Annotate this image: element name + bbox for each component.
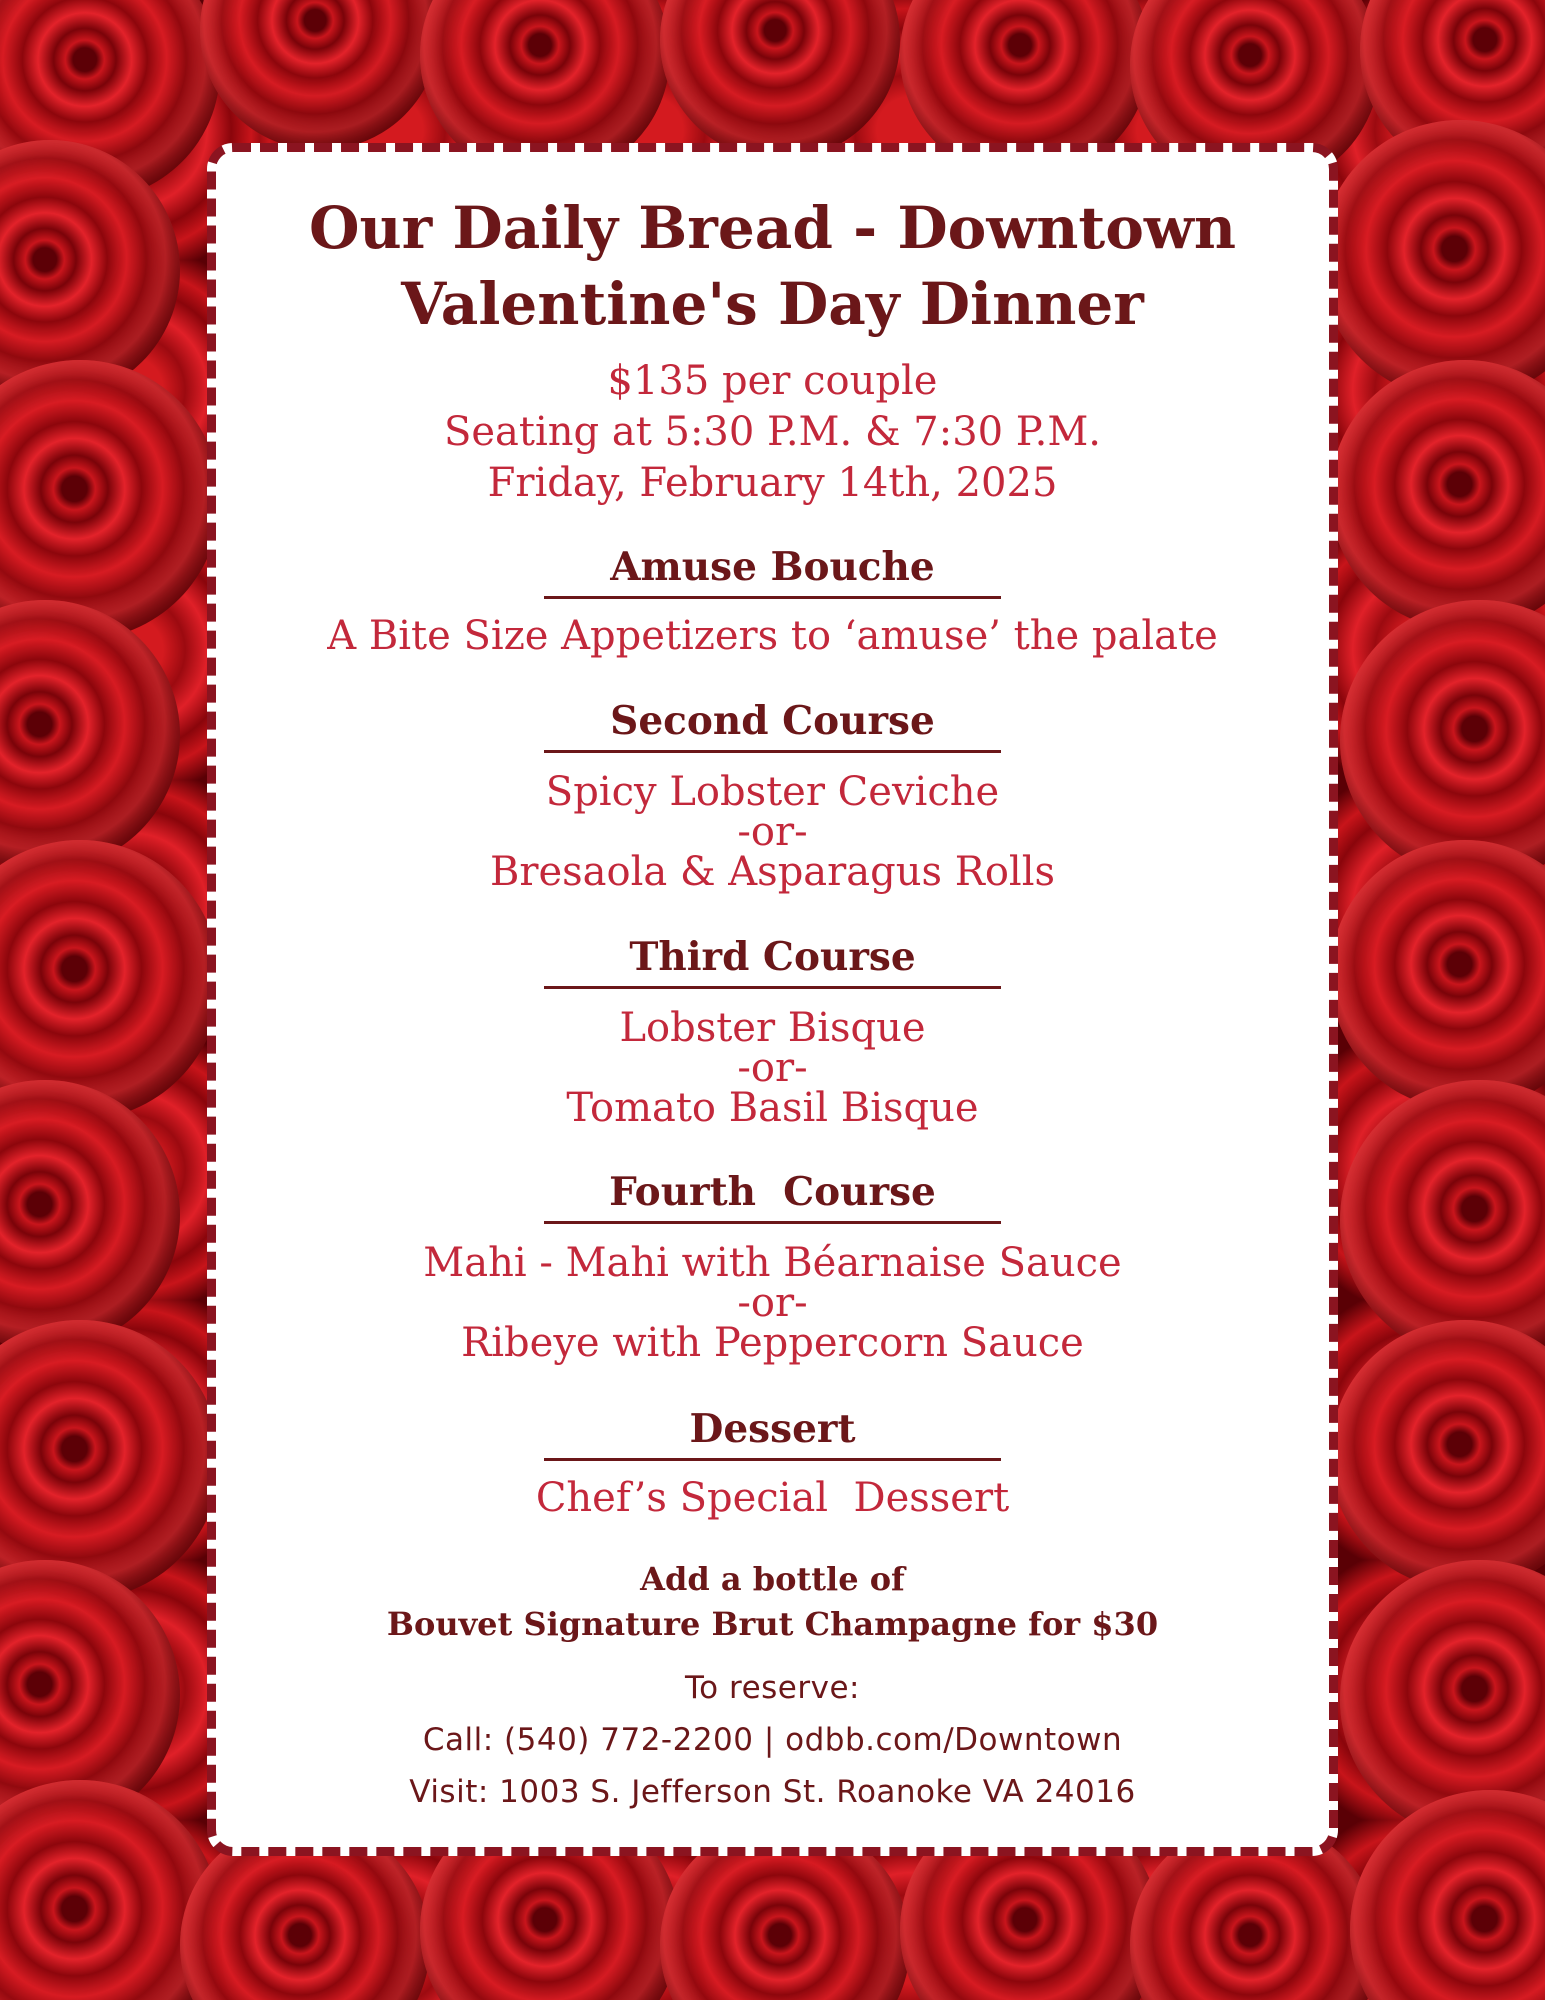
rose-decoration bbox=[1340, 1080, 1545, 1360]
seating-text: Seating at 5:30 P.M. & 7:30 P.M. bbox=[443, 409, 1101, 455]
addon-line2: Bouvet Signature Brut Champagne for $30 bbox=[386, 1605, 1159, 1643]
champagne-addon bbox=[216, 1557, 1329, 1647]
rose-decoration bbox=[0, 840, 220, 1120]
rose-decoration bbox=[0, 360, 220, 640]
price-text: $135 per couple bbox=[607, 358, 938, 404]
reserve-contact: Call: (540) 772-2200 | odbb.com/Downtown bbox=[422, 1722, 1123, 1758]
course-divider bbox=[544, 1458, 1001, 1461]
course-divider bbox=[544, 596, 1001, 599]
course-or-separator: -or- bbox=[737, 1045, 808, 1091]
course-amuse-bouche bbox=[216, 542, 1329, 657]
rose-decoration bbox=[0, 1320, 220, 1600]
course-item: Ribeye with Peppercorn Sauce bbox=[461, 1320, 1084, 1366]
course-divider bbox=[544, 986, 1001, 989]
rose-decoration bbox=[1320, 120, 1545, 400]
course-divider bbox=[544, 750, 1001, 753]
event-details bbox=[216, 356, 1329, 509]
addon-line1: Add a bottle of bbox=[640, 1560, 905, 1598]
reserve-label: To reserve: bbox=[685, 1670, 860, 1706]
course-heading: Fourth Course bbox=[609, 1169, 936, 1215]
rose-decoration bbox=[0, 1080, 180, 1350]
rose-decoration bbox=[660, 0, 900, 160]
course-item: Mahi - Mahi with Béarnaise Sauce bbox=[423, 1240, 1122, 1286]
course-item: Tomato Basil Bisque bbox=[566, 1085, 979, 1131]
course-third bbox=[216, 932, 1329, 1129]
rose-decoration bbox=[1330, 1320, 1545, 1590]
course-dessert bbox=[216, 1404, 1329, 1519]
rose-decoration bbox=[1340, 600, 1545, 880]
course-item: Bresaola & Asparagus Rolls bbox=[489, 849, 1056, 895]
reserve-address: Visit: 1003 S. Jefferson St. Roanoke VA 24016 bbox=[409, 1774, 1136, 1810]
course-or-separator: -or- bbox=[737, 809, 808, 855]
rose-decoration bbox=[1350, 1790, 1545, 2000]
course-item: A Bite Size Appetizers to ‘amuse’ the palate bbox=[327, 613, 1218, 659]
date-text: Friday, February 14th, 2025 bbox=[487, 460, 1058, 506]
rose-decoration bbox=[0, 600, 180, 870]
course-item: Chef’s Special Dessert bbox=[535, 1475, 1010, 1521]
course-heading: Dessert bbox=[689, 1406, 856, 1452]
course-heading: Amuse Bouche bbox=[610, 544, 935, 590]
rose-decoration bbox=[1330, 360, 1545, 630]
course-fourth bbox=[216, 1167, 1329, 1364]
rose-decoration bbox=[200, 0, 440, 150]
page-title-line2: Valentine's Day Dinner bbox=[401, 270, 1144, 338]
page-title-line1: Our Daily Bread - Downtown bbox=[308, 194, 1236, 262]
course-or-separator: -or- bbox=[737, 1280, 808, 1326]
course-divider bbox=[544, 1221, 1001, 1224]
rose-decoration bbox=[1330, 840, 1545, 1110]
menu-card bbox=[207, 143, 1338, 1856]
course-item: Lobster Bisque bbox=[619, 1005, 926, 1051]
course-heading: Second Course bbox=[610, 698, 935, 744]
course-second bbox=[216, 696, 1329, 893]
course-item: Spicy Lobster Ceviche bbox=[545, 769, 1000, 815]
course-heading: Third Course bbox=[629, 934, 916, 980]
reservation-info bbox=[216, 1662, 1329, 1818]
